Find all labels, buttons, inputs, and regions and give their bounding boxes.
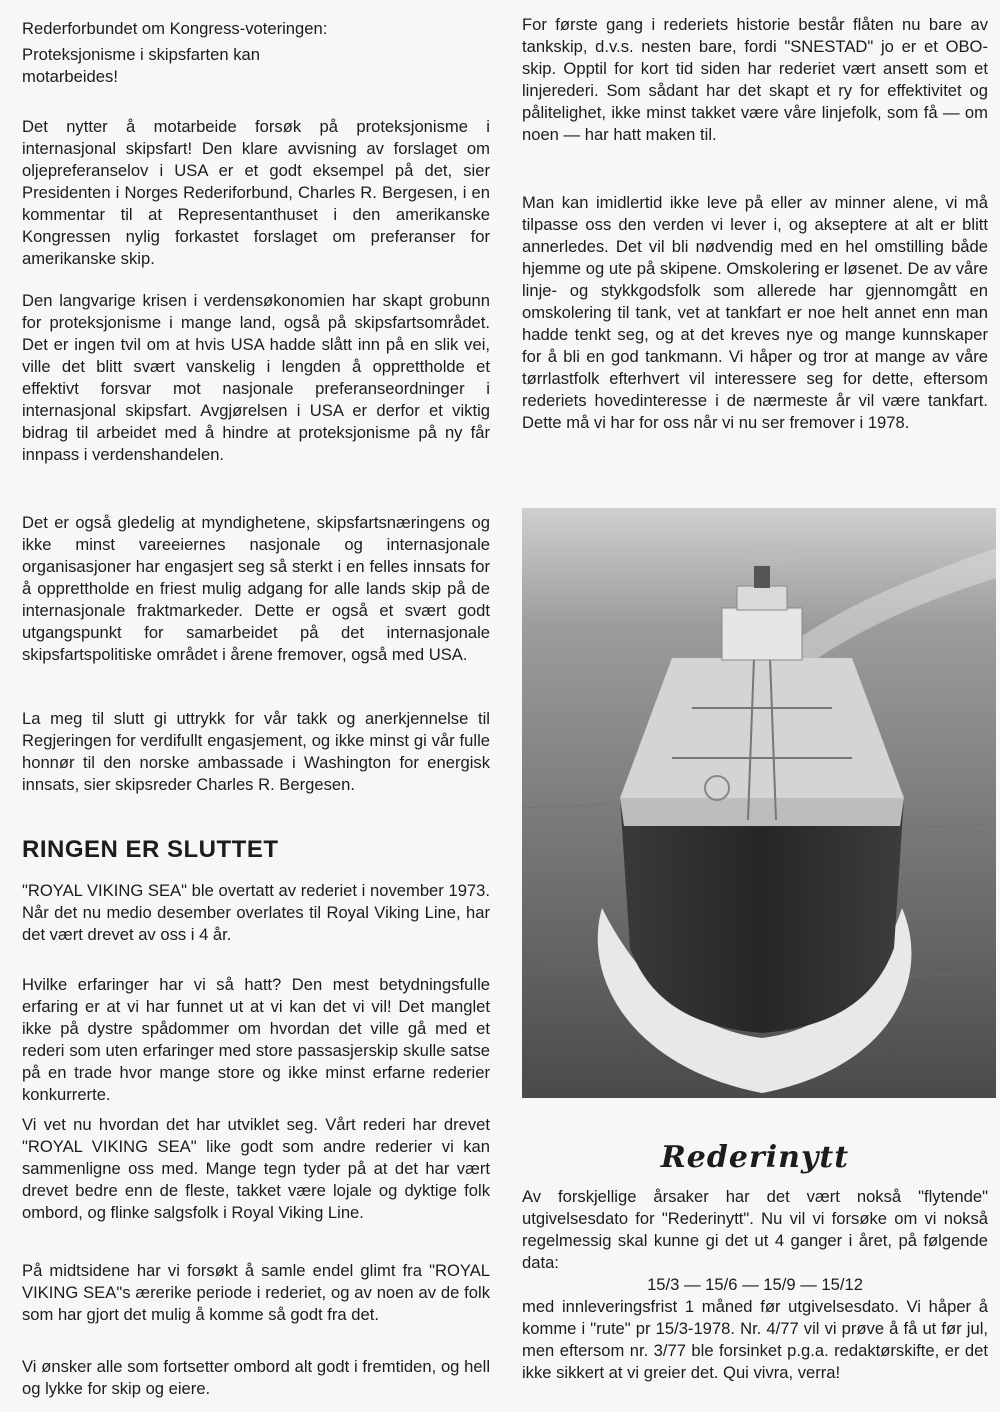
ringen-paragraph-1: "ROYAL VIKING SEA" ble overtatt av rederiet i november 1973. Når det nu medio desember overlates til Royal Viking Line, har det vært drevet av oss i 4 år. <box>22 881 490 944</box>
ringen-paragraph-2: Hvilke erfaringer har vi så hatt? Den mest betydningsfulle erfaring er at vi har funnet ut at vi kan det vi vil! Det manglet ikke på dystre spådommer om hvordan det ville gå med et rederi som uten erfaringer med store passasjerskip skulle satse på en trade hvor mange store og ikke minst erfarne rederier konkurrerte. <box>22 975 490 1104</box>
paragraph-2: Den langvarige krisen i verdensøkonomien har skapt grobunn for proteksjonisme i mange land, også på skipsfartsområdet. Det er ingen tvil om at hvis USA hadde slått inn på en slik vei, ville det blitt svært vanskelig i lengden å opprettholde et effektivt forsvar mot nasjonale preferanseordninger i internasjonal skipsfart. Avgjørelsen i USA er derfor et viktig bidrag til arbeidet med å hindre at proteksjonisme på ny får innpass i verdenshandelen. <box>22 291 490 464</box>
tanker-photo <box>522 508 996 1098</box>
section-heading-ringen: RINGEN ER SLUTTET <box>22 836 279 863</box>
ringen-paragraph-3: Vi vet nu hvordan det har utviklet seg. Vårt rederi har drevet "ROYAL VIKING SEA" like godt som andre rederier vi kan sammenligne oss med. Mange tegn tyder på at det har vært drevet bedre enn de fleste, takket være lojale og dyktige folk ombord, og flinke salgsfolk i Royal Viking Line. <box>22 1115 490 1222</box>
tanker-illustration <box>522 508 996 1098</box>
paragraph-1: Det nytter å motarbeide forsøk på proteksjonisme i internasjonal skipsfart! Den klare avvisning av forslaget om oljepreferanselov i USA er et godt eksempel på det, sier Presidenten i Norges Rederiforbund, Charles R. Bergesen, i en kommentar til at Representanthuset i den amerikanske Kongressen nylig forkastet forslaget om preferanser for amerikanske skip. <box>22 117 490 268</box>
rederinytt-paragraph-2: med innleveringsfrist 1 måned før utgivelsesdato. Vi håper å komme i "rute" pr 15/3-1978. Nr. 4/77 vil vi prøve å få ut før jul, men eftersom nr. 3/77 ble forsinket p.g.a. redaktørskifte, er det ikke sikkert at vi greier det. Qui vivra, verra! <box>522 1297 988 1382</box>
ringen-paragraph-5: Vi ønsker alle som fortsetter ombord alt godt i fremtiden, og hell og lykke for skip og eiere. <box>22 1357 490 1398</box>
paragraph-3: Det er også gledelig at myndighetene, skipsfartsnæringens og ikke minst vareeiernes nasjonale og internasjonale organisasjoner har engasjert seg så sterkt i en felles innsats for å opprettholde en friest mulig adgang for alle lands skip på de internasjonale fraktmarkeder. Dette er også et svært godt utgangspunkt for samarbeidet på det internasjonale skipsfartspolitiske området i årene fremover, også med USA. <box>22 513 490 664</box>
paragraph-4: La meg til slutt gi uttrykk for vår takk og anerkjennelse til Regjeringen for verdifullt engasjement, og ikke minst gi vår fulle honnør til den norske ambassade i Washington for energisk innsats, sier skipsreder Charles R. Bergesen. <box>22 709 490 794</box>
fleet-paragraph-1: For første gang i rederiets historie består flåten nu bare av tankskip, d.v.s. nesten bare, fordi "SNESTAD" jo er et OBO-skip. Opptil for kort tid siden har rederiet vært ansett som et linjerederi. Som sådant har det skapt et ry for effektivitet og pålitelighet, ikke minst takket være våre linjefolk, som få — om noen — har hatt maken til. <box>522 15 988 144</box>
article-subhead: Proteksjonisme i skipsfarten kan motarbeides! <box>22 45 260 86</box>
fleet-paragraph-2: Man kan imidlertid ikke leve på eller av minner alene, vi må tilpasse oss den verden vi lever i, og akseptere at alt er blitt annerledes. Det vil bli nødvendig med en hel omstilling både hjemme og ute på skipene. Omskolering er løsenet. De av våre linje- og stykkgodsfolk som allerede har gjennomgått en omskolering til tank, vet at tankfart er noe helt annet enn man hadde tenkt seg, og at det kreves nye og mange kunnskaper for å bli en god tankmann. Vi håper og tror at mange av våre tørrlastfolk efterhvert vil interessere seg for dette, eftersom rederiets hovedinteresse i de nærmeste år vil være tankfart. Dette må vi har for oss når vi nu ser fremover i 1978. <box>522 193 988 432</box>
kicker-line: Rederforbundet om Kongress-voteringen: <box>22 19 328 38</box>
publication-dates: 15/3 — 15/6 — 15/9 — 15/12 <box>647 1275 863 1294</box>
ringen-paragraph-4: På midtsidene har vi forsøkt å samle endel glimt fra "ROYAL VIKING SEA"s ærerike periode i rederiet, og av noen av de folk som har gjort det mulig å komme så godt fra det. <box>22 1261 490 1324</box>
section-heading-rederinytt: Rederinytt <box>660 1140 850 1175</box>
rederinytt-paragraph-1: Av forskjellige årsaker har det vært nokså "flytende" utgivelsesdato for "Rederinytt". Nu vil vi forsøke om vi nokså regelmessig skal kunne gi det ut 4 ganger i året, på følgende data: <box>522 1187 988 1272</box>
